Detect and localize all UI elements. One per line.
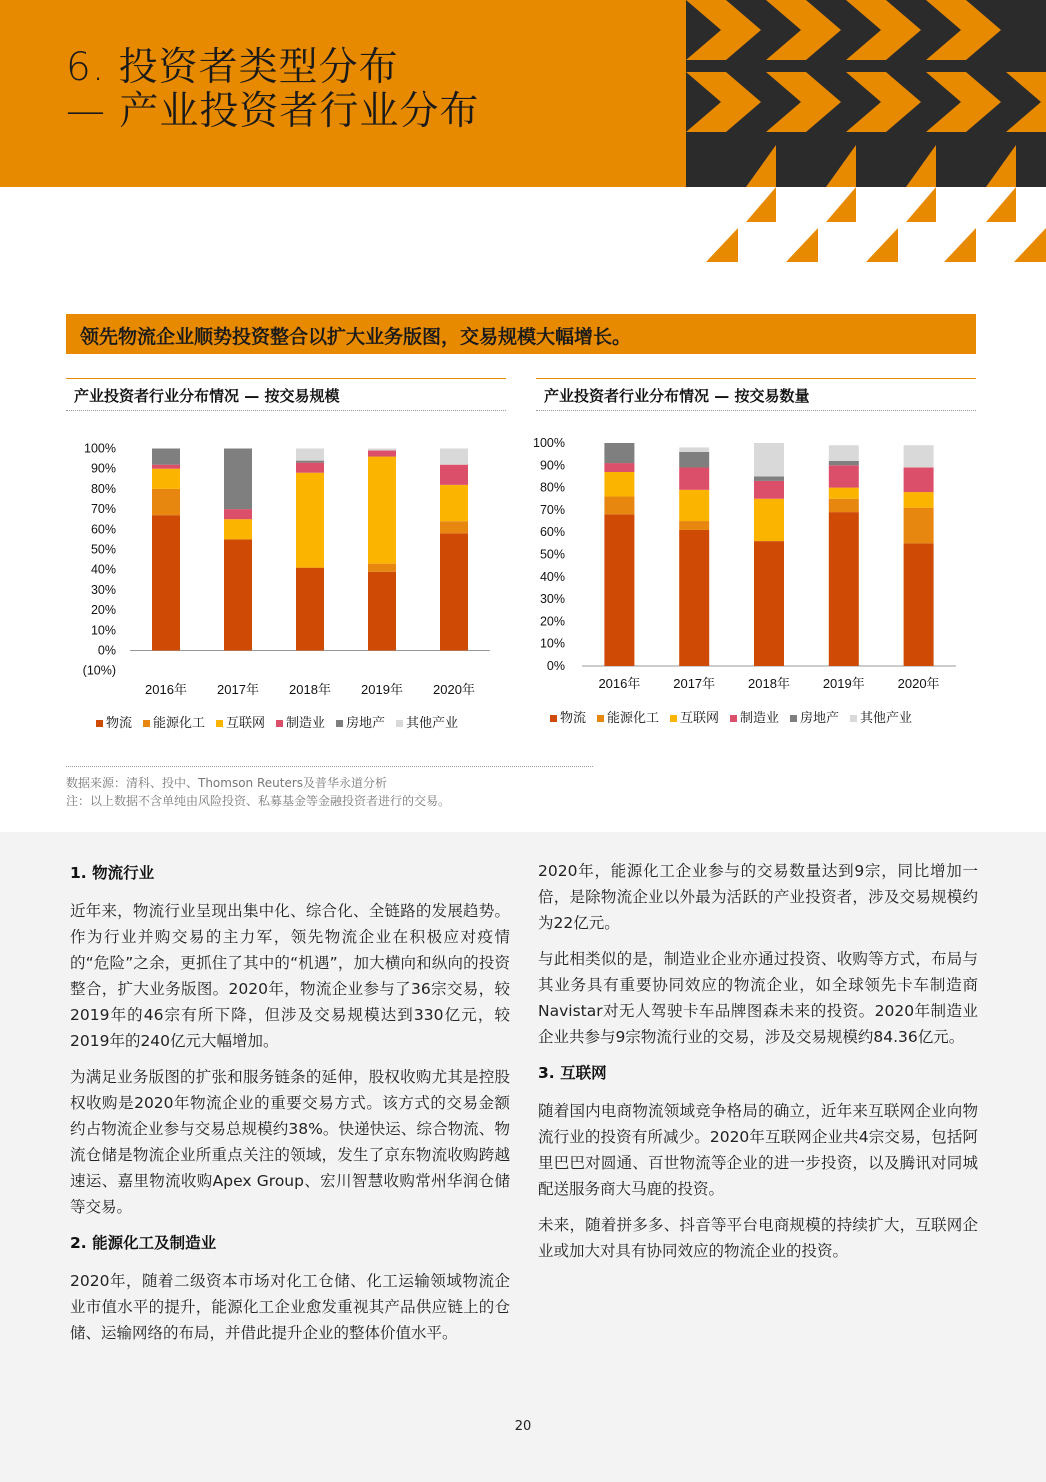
legend-swatch [597,715,604,722]
bar-segment [904,445,934,467]
legend-swatch [550,715,557,722]
bar-segment [368,457,396,564]
bar-segment [754,476,784,480]
paragraph: 未来，随着拼多多、抖音等平台电商规模的持续扩大，互联网企业或加大对具有协同效应的物流企业的投资。 [538,1216,978,1260]
chart2-title: 产业投资者行业分布情况 — 按交易数量 [544,387,810,405]
right-column [538,858,978,1274]
bar-segment [754,481,784,499]
exclusion-note: 注：以上数据不含单纯由风险投资、私募基金等金融投资者进行的交易。 [66,794,451,808]
legend-swatch [336,720,343,727]
paragraph: 为满足业务版图的扩张和服务链条的延伸，股权收购尤其是控股权收购是2020年物流企业的重要交易方式。该方式的交易金额约占物流企业参与交易总规模约38%。快递快运、综合物流、物流仓储是物流企业所重点关注的领域，发生了京东物流收购跨越速运、嘉里物流收购Apex Group、宏川智慧收购常州华润仓储等交易。 [70,1068,510,1216]
legend-label: 能源化工 [153,715,206,730]
bar-segment [679,452,709,468]
y-tick-label: 0% [546,659,565,673]
chart1-title-rule [66,378,506,379]
y-tick-label: 80% [539,480,565,495]
bar-segment [604,514,634,666]
legend-swatch [143,720,150,727]
legend-swatch [670,715,677,722]
bar-segment [829,512,859,666]
bar-segment [829,445,859,461]
y-tick-label: 50% [90,542,116,557]
bar-segment [604,472,634,497]
bar-segment [368,572,396,651]
y-tick-label: 70% [539,502,565,517]
y-tick-label: 40% [539,569,565,584]
bar-segment [224,519,252,539]
bar-segment [604,443,634,463]
bar-segment [679,447,709,451]
page-number: 20 [514,1419,532,1434]
legend-swatch [96,720,103,727]
paragraph: 随着国内电商物流领域竞争格局的确立，近年来互联网企业向物流行业的投资有所减少。2020年互联网企业共4宗交易，包括阿里巴巴对圆通、百世物流等企业的进一步投资，以及腾讯对同城配送服务商大马鹿的投资。 [538,1102,978,1198]
paragraph: 2020年，能源化工企业参与的交易数量达到9宗，同比增加一倍，是除物流企业以外最为活跃的产业投资者，涉及交易规模约为22亿元。 [538,862,978,932]
legend-swatch [276,720,283,727]
bar-segment [904,508,934,544]
legend-swatch [790,715,797,722]
section-heading-logistics: 1. 物流行业 [70,864,155,882]
bar-segment [679,490,709,521]
legend-label: 制造业 [740,710,780,725]
chart1 [66,436,506,746]
y-tick-label: (10%) [82,663,116,678]
y-tick-label: 30% [539,592,565,607]
chart2-title-rule [536,378,976,379]
bar-segment [829,461,859,465]
page-title: 6. 投资者类型分布 [66,45,399,90]
chart1-title-dots [66,410,506,411]
chart2-title-dots [536,410,976,411]
legend-label: 互联网 [680,710,720,725]
bar-segment [440,521,468,533]
x-tick-label: 2020年 [897,676,940,691]
y-tick-label: 40% [90,562,116,577]
bar-segment [224,539,252,650]
paragraph: 与此相类似的是，制造业企业亦通过投资、收购等方式，布局与其业务具有重要协同效应的物流企业，如全球领先卡车制造商Navistar对无人驾驶卡车品牌图森未来的投资。2020年制造业企业共参与9宗物流行业的交易，涉及交易规模约84.36亿元。 [538,950,978,1046]
y-tick-label: 90% [539,458,565,473]
chart1-title: 产业投资者行业分布情况 — 按交易规模 [74,387,340,405]
y-tick-label: 10% [539,636,565,651]
bar-segment [440,465,468,485]
bar-segment [904,543,934,666]
section-heading-internet: 3. 互联网 [538,1064,607,1082]
paragraph: 近年来，物流行业呈现出集中化、综合化、全链路的发展趋势。作为行业并购交易的主力军，领先物流企业在积极应对疫情的“危险”之余，更抓住了其中的“机遇”，加大横向和纵向的投资整合，扩大业务版图。2020年，物流企业参与了36宗交易，较2019年的46宗有所下降，但涉及交易规模达到330亿元，较2019年的240亿元大幅增加。 [70,902,510,1050]
y-tick-label: 100% [533,436,565,450]
legend-label: 物流 [106,715,133,730]
x-tick-label: 2020年 [433,682,475,697]
page-subtitle: — 产业投资者行业分布 [66,89,480,134]
bar-segment [296,473,324,568]
bar-segment [754,443,784,476]
decorative-pattern [686,0,1046,270]
y-tick-label: 90% [90,461,116,476]
y-tick-label: 0% [97,643,116,658]
bar-segment [829,499,859,512]
bar-segment [152,449,180,465]
y-tick-label: 20% [90,603,116,618]
bar-segment [440,449,468,465]
y-tick-label: 60% [90,522,116,537]
legend-label: 其他产业 [860,710,913,725]
bar-segment [296,461,324,463]
y-tick-label: 60% [539,525,565,540]
legend-label: 房地产 [346,715,386,730]
legend-swatch [216,720,223,727]
left-column [70,860,510,1356]
banner-text: 领先物流企业顺势投资整合以扩大业务版图，交易规模大幅增长。 [80,326,632,348]
legend-label: 其他产业 [406,715,459,730]
legend-label: 互联网 [226,715,266,730]
y-tick-label: 10% [90,623,116,638]
y-tick-label: 50% [539,547,565,562]
y-tick-label: 20% [539,614,565,629]
bar-segment [296,449,324,461]
bar-segment [368,449,396,451]
bar-segment [679,530,709,666]
y-tick-label: 70% [90,502,116,517]
bar-segment [904,468,934,493]
bar-segment [440,485,468,521]
x-tick-label: 2018年 [289,682,331,697]
highlight-banner [66,314,976,354]
bar-segment [829,465,859,487]
x-tick-label: 2019年 [361,682,403,697]
y-tick-label: 100% [84,441,116,456]
legend-swatch [396,720,403,727]
legend-label: 物流 [560,710,587,725]
notes-divider [66,766,593,767]
x-tick-label: 2016年 [145,682,187,697]
bar-segment [152,465,180,469]
bar-segment [152,515,180,650]
legend-swatch [850,715,857,722]
bar-segment [224,509,252,519]
chart2 [533,432,976,742]
bar-segment [296,463,324,473]
bar-segment [604,497,634,515]
bar-segment [754,499,784,541]
bar-segment [754,541,784,666]
x-tick-label: 2017年 [217,682,259,697]
x-tick-label: 2019年 [822,676,865,691]
bar-segment [829,488,859,499]
bar-segment [604,463,634,472]
bar-segment [440,533,468,650]
section-heading-energy-manufacturing: 2. 能源化工及制造业 [70,1234,217,1252]
y-tick-label: 30% [90,582,116,597]
bar-segment [152,489,180,515]
bar-segment [224,449,252,510]
legend-label: 房地产 [800,710,840,725]
data-source-note: 数据来源：清科、投中、Thomson Reuters及普华永道分析 [66,776,388,790]
bar-segment [904,492,934,508]
legend-label: 制造业 [286,715,326,730]
paragraph: 2020年，随着二级资本市场对化工仓储、化工运输领域物流企业市值水平的提升，能源化工企业愈发重视其产品供应链上的仓储、运输网络的布局，并借此提升企业的整体价值水平。 [70,1272,510,1342]
legend-label: 能源化工 [607,710,660,725]
bar-segment [368,451,396,457]
bar-segment [296,568,324,651]
x-tick-label: 2016年 [598,676,641,691]
x-tick-label: 2018年 [748,676,790,691]
bar-segment [368,564,396,572]
x-tick-label: 2017年 [673,676,716,691]
y-tick-label: 80% [90,481,116,496]
bar-segment [152,469,180,489]
legend-swatch [730,715,737,722]
bar-segment [679,468,709,490]
bar-segment [679,521,709,530]
